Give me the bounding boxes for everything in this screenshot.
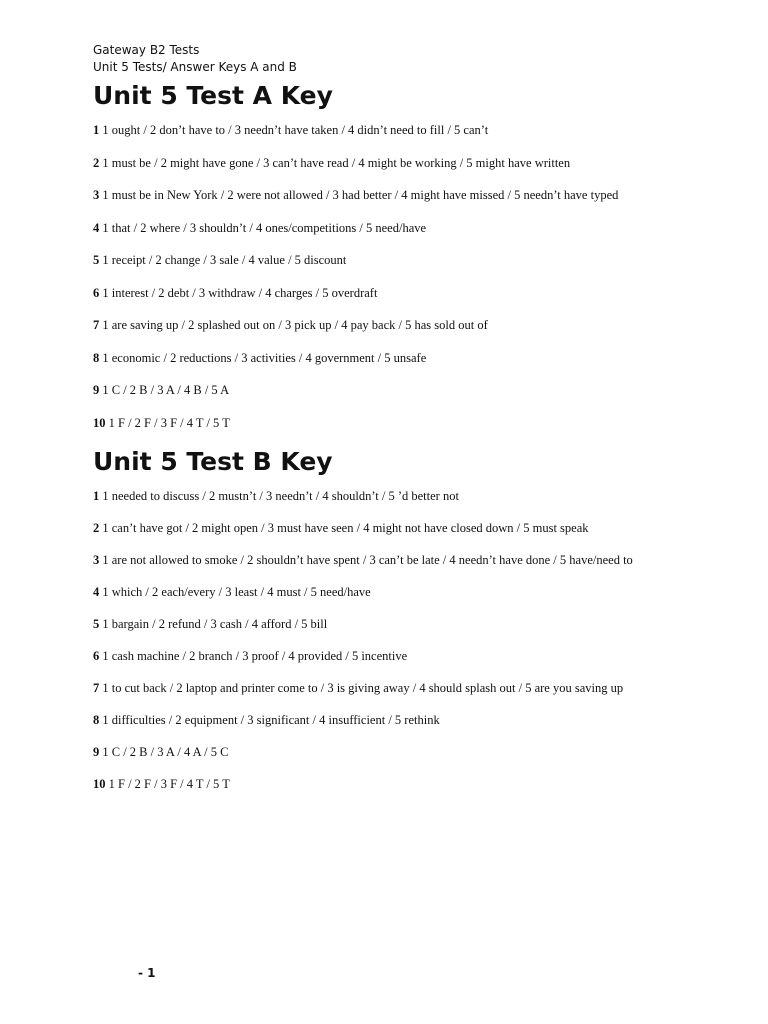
answer-text: 1 which / 2 each/every / 3 least / 4 must / 5 need/have [102, 585, 371, 599]
answer-item [93, 744, 693, 760]
page-number: - 1 [138, 966, 156, 980]
answer-item [93, 317, 693, 333]
answer-item [93, 415, 693, 431]
answer-number: 9 [93, 383, 100, 397]
test-b-answer-list [93, 488, 693, 792]
answer-text: 1 receipt / 2 change / 3 sale / 4 value / 5 discount [102, 253, 347, 267]
answer-item [93, 155, 693, 171]
answer-number: 8 [93, 350, 100, 365]
header-book-title: Gateway B2 Tests [93, 43, 200, 57]
answer-number: 2 [93, 155, 100, 170]
answer-item [93, 187, 693, 203]
answer-text: 1 F / 2 F / 3 F / 4 T / 5 T [108, 777, 230, 791]
answer-text: 1 economic / 2 reductions / 3 activities / 4 government / 5 unsafe [102, 350, 427, 365]
answer-text: 1 bargain / 2 refund / 3 cash / 4 afford / 5 bill [102, 617, 328, 631]
answer-text: 1 C / 2 B / 3 A / 4 B / 5 A [102, 383, 230, 397]
answer-text: 1 difficulties / 2 equipment / 3 significant / 4 insufficient / 5 rethink [102, 713, 440, 727]
answer-text: 1 C / 2 B / 3 A / 4 A / 5 C [102, 745, 229, 759]
answer-item [93, 382, 693, 398]
answer-number: 1 [93, 489, 100, 503]
answer-item [93, 520, 693, 536]
answer-number: 7 [93, 318, 100, 332]
answer-text: 1 to cut back / 2 laptop and printer come to / 3 is giving away / 4 should splash out / 5 are you saving up [102, 681, 624, 695]
answer-item [93, 648, 693, 664]
answer-number: 10 [93, 777, 106, 791]
answer-item [93, 488, 693, 504]
answer-item [93, 285, 693, 301]
test-b-title: Unit 5 Test B Key [93, 447, 333, 476]
answer-item [93, 776, 693, 792]
header-subtitle: Unit 5 Tests/ Answer Keys A and B [93, 60, 297, 74]
answer-number: 7 [93, 681, 100, 695]
answer-number: 3 [93, 553, 100, 567]
document-page [93, 42, 693, 808]
answer-item [93, 252, 693, 268]
answer-number: 6 [93, 649, 100, 663]
answer-item [93, 584, 693, 600]
answer-number: 2 [93, 521, 100, 535]
answer-item [93, 220, 693, 236]
answer-item [93, 552, 693, 568]
answer-text: 1 are saving up / 2 splashed out on / 3 pick up / 4 pay back / 5 has sold out of [102, 318, 488, 332]
answer-text: 1 must be / 2 might have gone / 3 can’t have read / 4 might be working / 5 might have written [102, 155, 571, 170]
answer-number: 5 [93, 617, 100, 631]
answer-item [93, 712, 693, 728]
answer-text: 1 cash machine / 2 branch / 3 proof / 4 provided / 5 incentive [102, 649, 408, 663]
answer-number: 3 [93, 188, 100, 202]
answer-text: 1 interest / 2 debt / 3 withdraw / 4 charges / 5 overdraft [102, 285, 378, 300]
answer-text: 1 can’t have got / 2 might open / 3 must have seen / 4 might not have closed down / 5 must speak [102, 521, 589, 535]
test-a-answer-list [93, 122, 693, 431]
answer-item [93, 616, 693, 632]
answer-text: 1 that / 2 where / 3 shouldn’t / 4 ones/competitions / 5 need/have [102, 220, 427, 235]
answer-text: 1 needed to discuss / 2 mustn’t / 3 needn’t / 4 shouldn’t / 5 ’d better not [102, 489, 459, 503]
answer-item [93, 350, 693, 366]
answer-number: 6 [93, 285, 100, 300]
test-a-title: Unit 5 Test A Key [93, 81, 333, 110]
answer-text: 1 are not allowed to smoke / 2 shouldn’t have spent / 3 can’t be late / 4 needn’t have done / 5 have/need to [102, 553, 633, 567]
answer-number: 10 [93, 415, 106, 430]
answer-number: 5 [93, 253, 100, 267]
answer-item [93, 122, 693, 138]
answer-number: 4 [93, 220, 100, 235]
answer-text: 1 must be in New York / 2 were not allowed / 3 had better / 4 might have missed / 5 needn’t have typed [102, 188, 619, 202]
answer-number: 1 [93, 123, 100, 137]
answer-text: 1 ought / 2 don’t have to / 3 needn’t have taken / 4 didn’t need to fill / 5 can’t [102, 123, 489, 137]
answer-number: 8 [93, 713, 100, 727]
answer-text: 1 F / 2 F / 3 F / 4 T / 5 T [108, 415, 230, 430]
answer-number: 4 [93, 585, 100, 599]
answer-number: 9 [93, 745, 100, 759]
answer-item [93, 680, 693, 696]
